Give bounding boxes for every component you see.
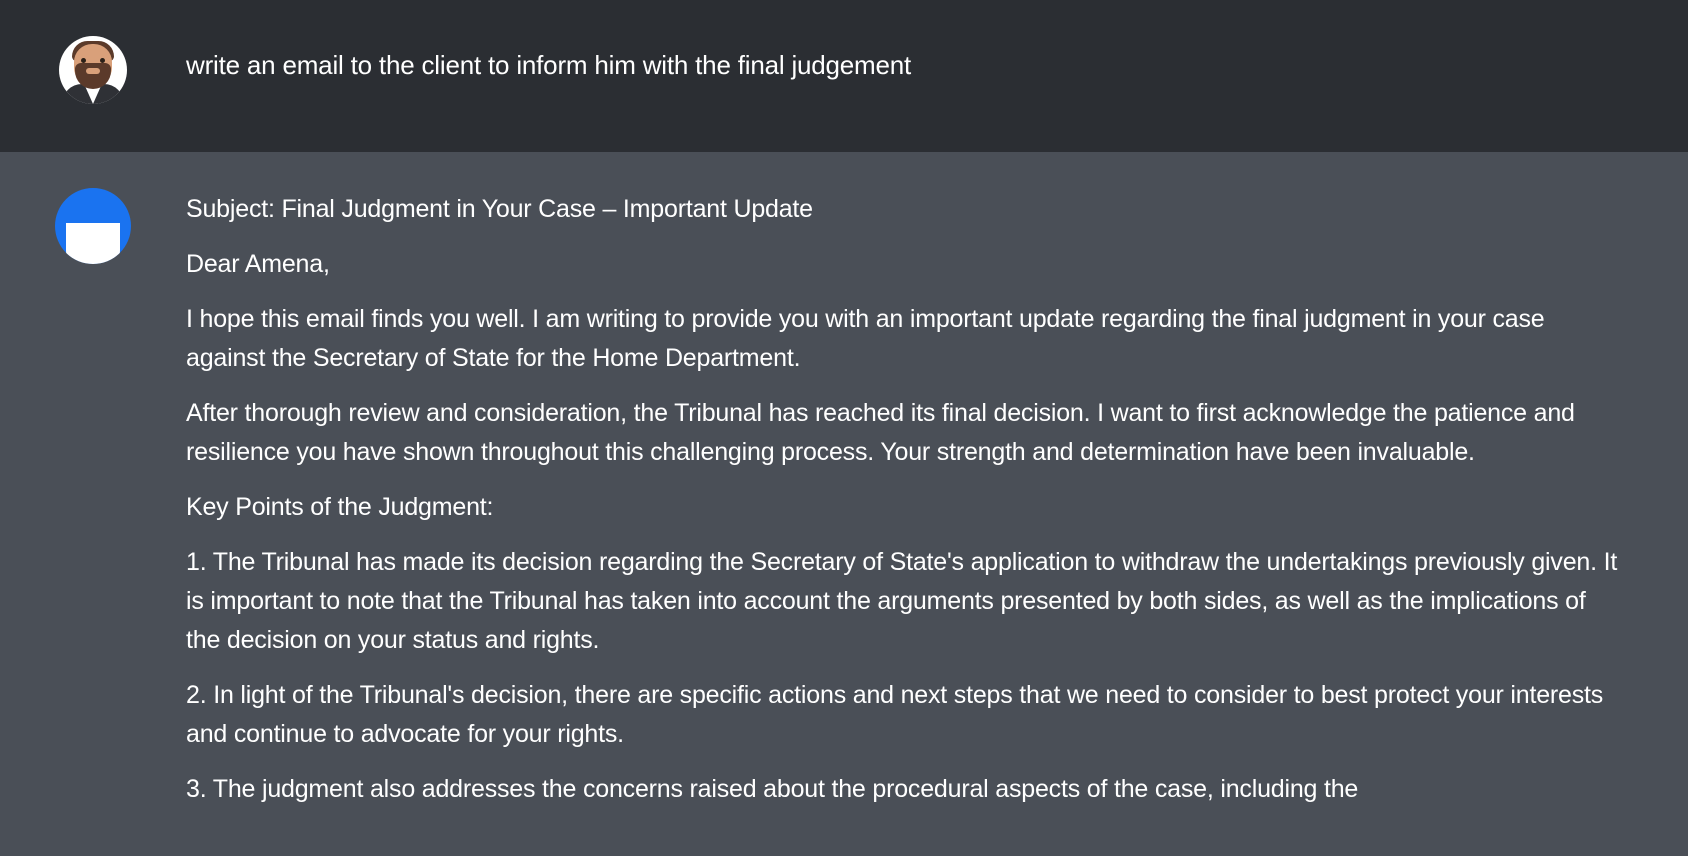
user-avatar-icon: [59, 36, 127, 104]
assistant-paragraph-point-2: 2. In light of the Tribunal's decision, there are specific actions and next steps that we need to consider to best protect your interests and continue to advocate for your rights.: [186, 681, 1604, 748]
assistant-paragraph-subject: Subject: Final Judgment in Your Case – Important Update: [186, 195, 813, 223]
assistant-paragraph-keypoints-heading: Key Points of the Judgment:: [186, 493, 494, 521]
user-message-text: write an email to the client to inform him with the final judgement: [186, 50, 912, 80]
assistant-paragraph-intro: I hope this email finds you well. I am writing to provide you with an important update regarding the final judgment in your case against the Secretary of State for the Home Department.: [186, 305, 1545, 372]
assistant-message-body: [186, 186, 1626, 809]
avatar-right-eye-shape: [100, 58, 105, 63]
user-avatar-column: [0, 34, 186, 104]
user-message-turn: [0, 0, 1688, 152]
avatar-mouth-shape: [86, 68, 100, 74]
assistant-avatar-icon: [55, 188, 131, 264]
assistant-avatar-column: [0, 186, 186, 264]
avatar-left-eye-shape: [81, 58, 86, 63]
assistant-paragraph-point-1: 1. The Tribunal has made its decision regarding the Secretary of State's application to withdraw the undertakings previously given. It is important to note that the Tribunal has taken into account the arguments presented by both sides, as well as the implications of the decision on your status and rights.: [186, 548, 1618, 654]
assistant-paragraph-point-3: 3. The judgment also addresses the concerns raised about the procedural aspects of the case, including the: [186, 775, 1359, 803]
assistant-message-turn: [0, 152, 1688, 856]
smiley-mouth-shape: [66, 223, 120, 264]
assistant-paragraph-greeting: Dear Amena,: [186, 250, 330, 278]
assistant-paragraph-review: After thorough review and consideration, the Tribunal has reached its final decision. I want to first acknowledge the patience and resilience you have shown throughout this challenging process. Your strength and determination have been invaluable.: [186, 399, 1575, 466]
